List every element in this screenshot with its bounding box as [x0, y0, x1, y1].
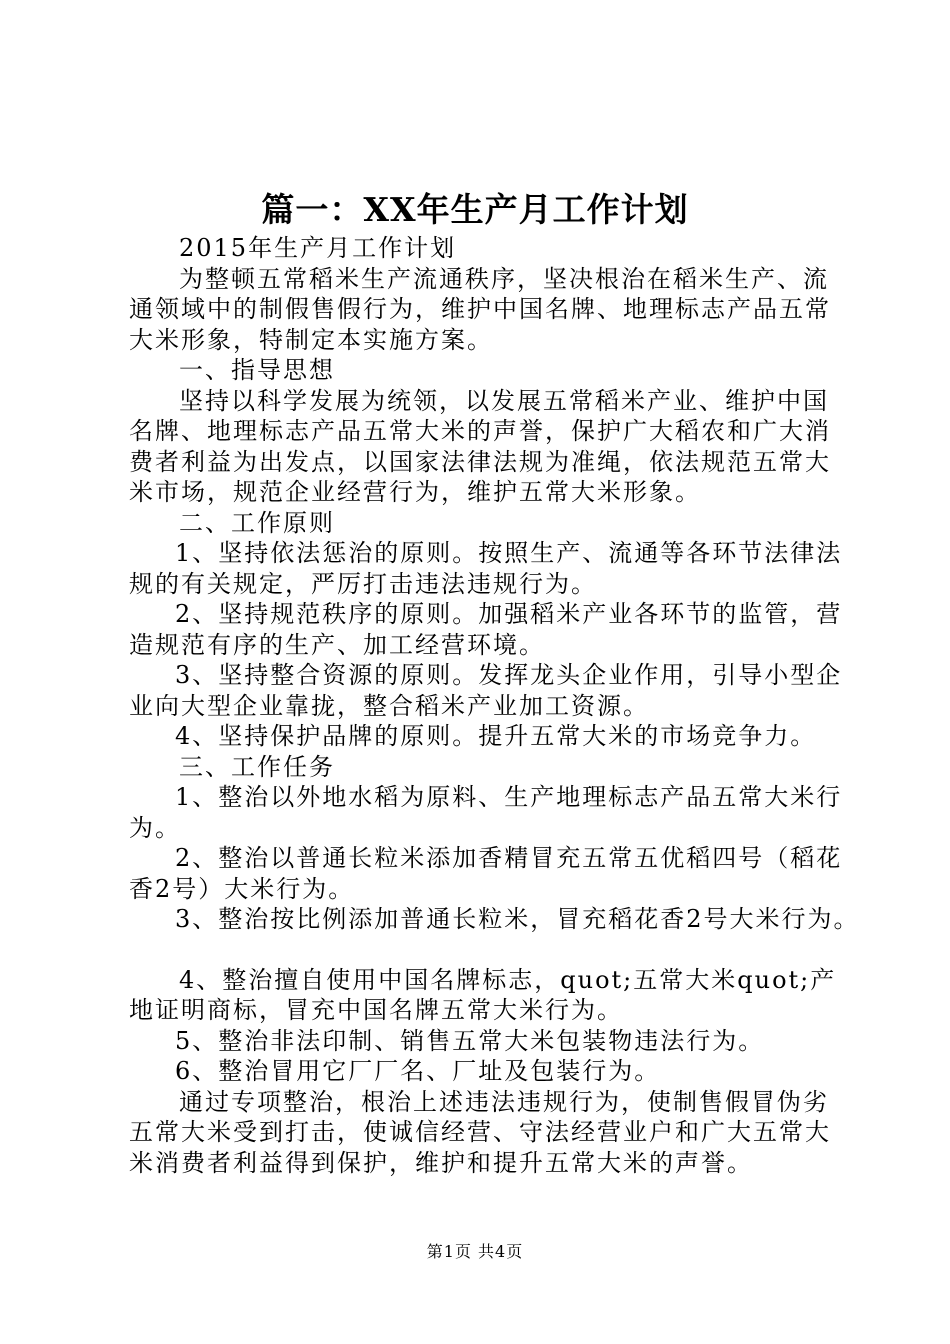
page-footer: 第1页 共4页 — [426, 1242, 524, 1261]
paragraph-line: 1、坚持依法惩治的原则。按照生产、流通等各环节法律法 — [175, 539, 843, 567]
paragraph-line: 费者利益为出发点，以国家法律法规为准绳，依法规范五常大 — [129, 447, 831, 476]
paragraph-line: 4、坚持保护品牌的原则。提升五常大米的市场竞争力。 — [175, 722, 817, 750]
paragraph-line: 通领域中的制假售假行为，维护中国名牌、地理标志产品五常 — [129, 295, 831, 323]
paragraph-line: 米市场，规范企业经营行为，维护五常大米形象。 — [129, 478, 701, 506]
section-heading: 二、工作原则 — [179, 508, 335, 537]
paragraph-line: 3、整治按比例添加普通长粒米，冒充稻花香2号大米行为。 — [175, 905, 860, 933]
paragraph-line: 大米形象，特制定本实施方案。 — [129, 325, 493, 354]
paragraph-line: 规的有关规定，严厉打击违法违规行为。 — [129, 569, 597, 598]
paragraph-line: 香2号）大米行为。 — [129, 874, 355, 903]
paragraph-line: 地证明商标，冒充中国名牌五常大米行为。 — [129, 996, 623, 1024]
paragraph-line: 名牌、地理标志产品五常大米的声誉，保护广大稻农和广大消 — [129, 417, 831, 445]
paragraph-line: 业向大型企业靠拢，整合稻米产业加工资源。 — [129, 691, 649, 720]
document-title: 篇一：XX年生产月工作计划 — [261, 190, 689, 229]
section-heading: 三、工作任务 — [179, 752, 335, 781]
paragraph-line: 3、坚持整合资源的原则。发挥龙头企业作用，引导小型企 — [175, 661, 843, 689]
document-body — [129, 233, 860, 1178]
subtitle-line: 2015年生产月工作计划 — [179, 234, 457, 262]
blank-line — [129, 935, 829, 965]
paragraph-line: 五常大米受到打击，使诚信经营、守法经营业户和广大五常大 — [129, 1118, 831, 1146]
paragraph-line: 2、坚持规范秩序的原则。加强稻米产业各环节的监管，营 — [175, 600, 843, 628]
paragraph-line: 为。 — [129, 813, 181, 842]
paragraph-line: 1、整治以外地水稻为原料、生产地理标志产品五常大米行 — [175, 783, 843, 811]
paragraph-line: 6、整治冒用它厂厂名、厂址及包装行为。 — [175, 1057, 661, 1085]
section-heading: 一、指导思想 — [179, 356, 335, 384]
paragraph-line: 通过专项整治，根治上述违法违规行为，使制售假冒伪劣 — [179, 1087, 829, 1116]
paragraph-line: 为整顿五常稻米生产流通秩序，坚决根治在稻米生产、流 — [179, 264, 829, 293]
paragraph-line: 2、整治以普通长粒米添加香精冒充五常五优稻四号（稻花 — [175, 844, 843, 872]
paragraph-line: 5、整治非法印制、销售五常大米包装物违法行为。 — [175, 1026, 765, 1055]
paragraph-line: 造规范有序的生产、加工经营环境。 — [129, 630, 545, 659]
paragraph-line: 米消费者利益得到保护，维护和提升五常大米的声誉。 — [129, 1148, 753, 1177]
paragraph-line: 坚持以科学发展为统领，以发展五常稻米产业、维护中国 — [179, 386, 829, 415]
paragraph-line: 4、整治擅自使用中国名牌标志，quot;五常大米quot;产 — [179, 965, 837, 994]
